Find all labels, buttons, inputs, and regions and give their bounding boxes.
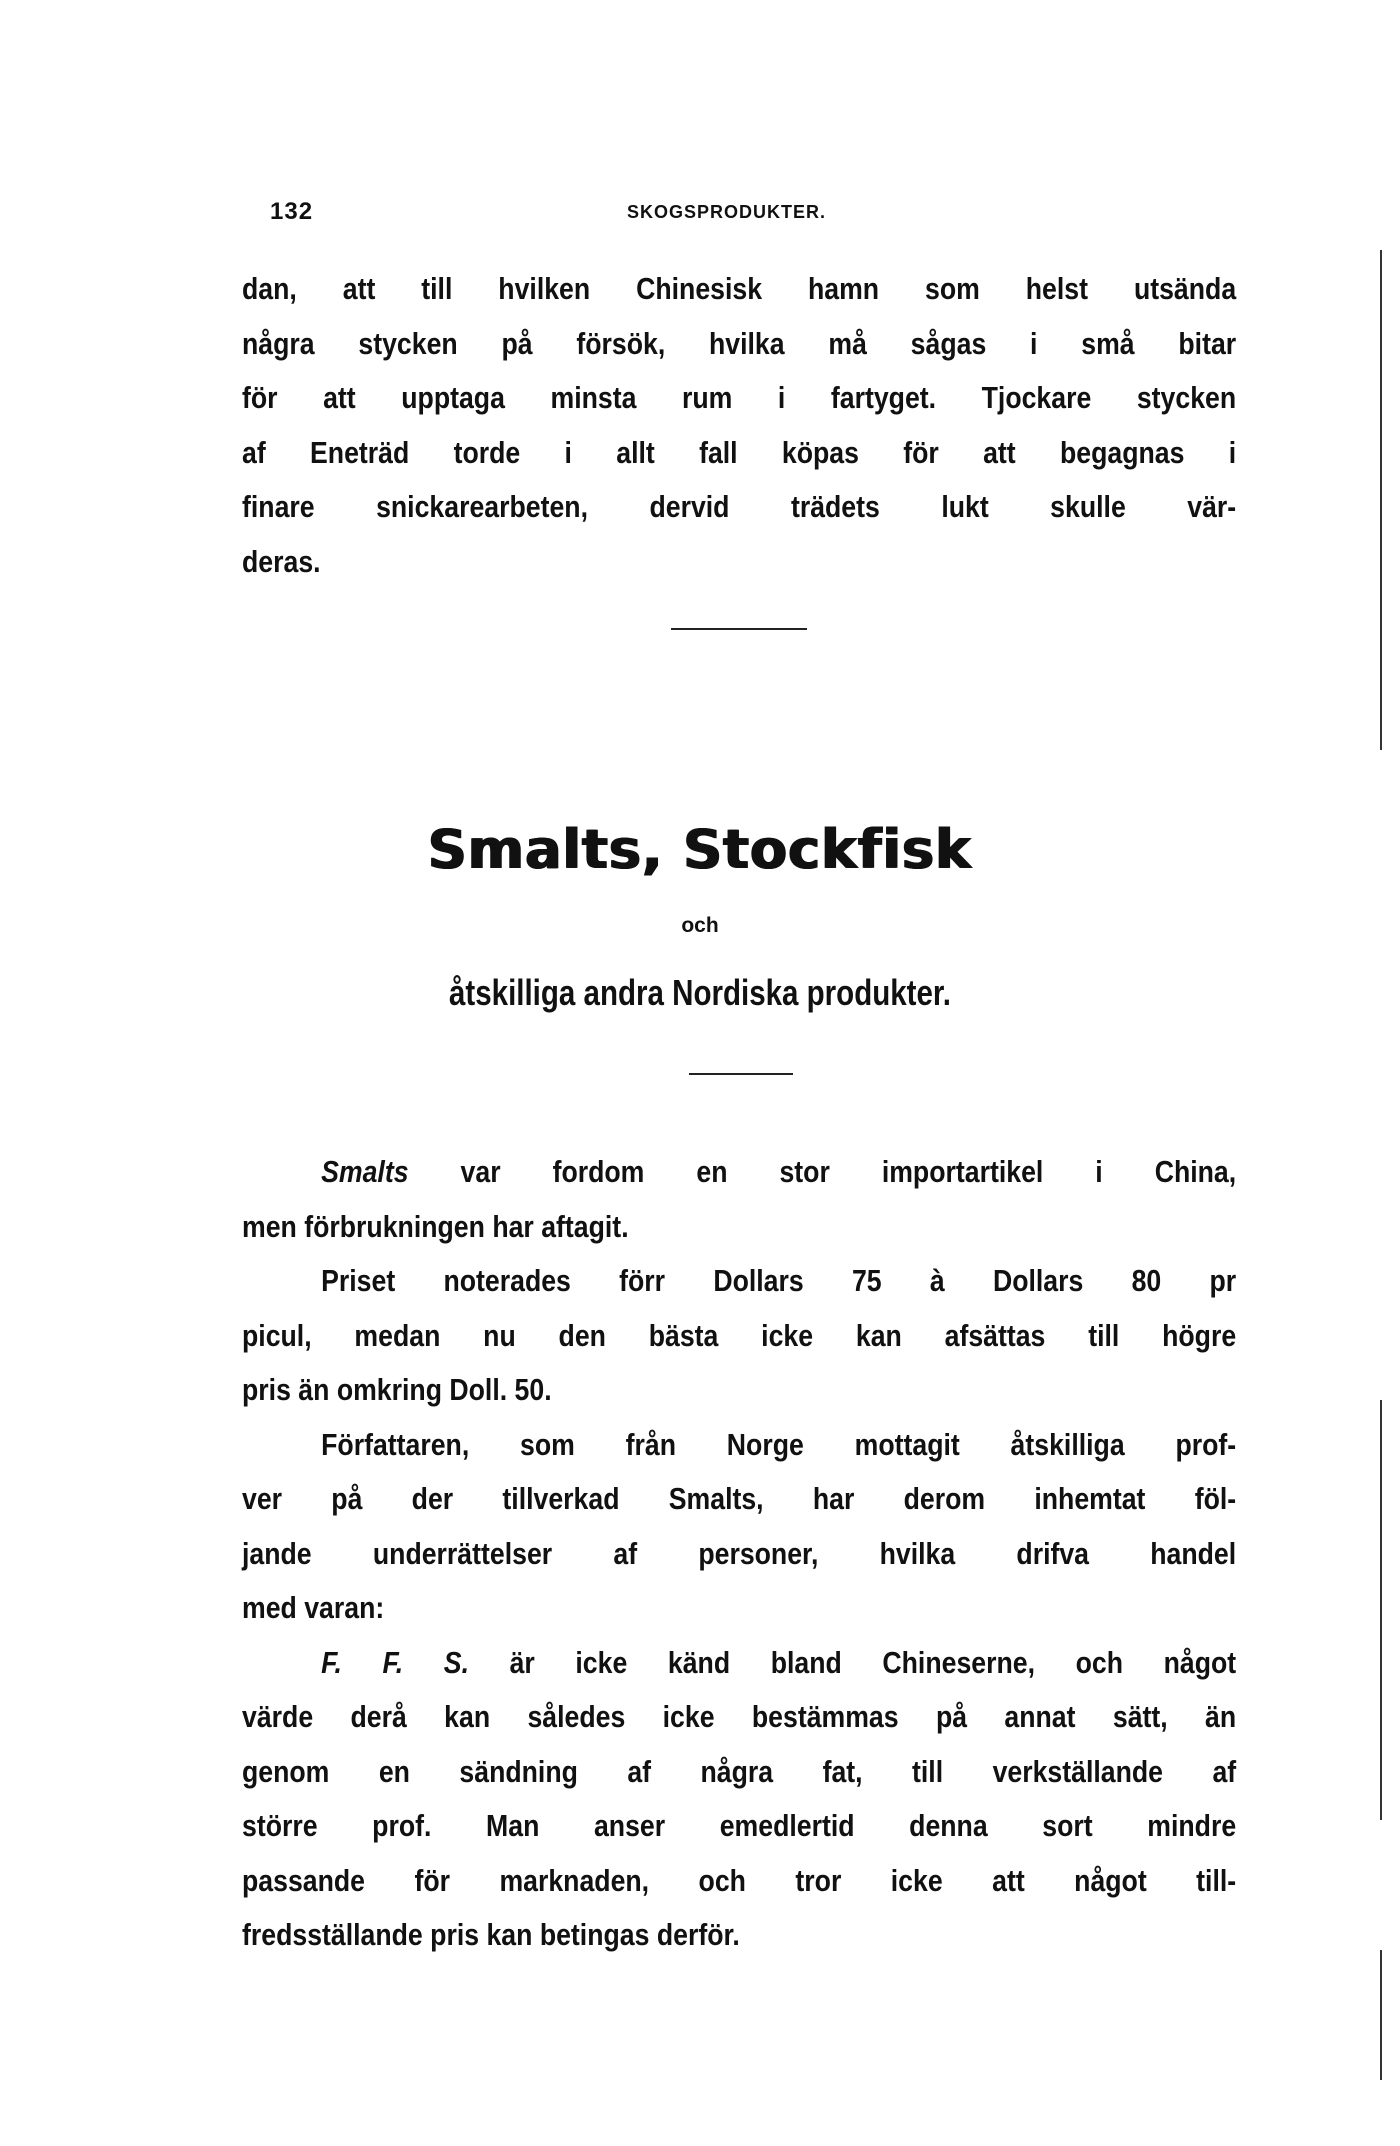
text-line: fredsställande pris kan betingas derför. [242, 1917, 740, 1952]
text-line: af Eneträd torde i allt fall köpas för att begagnas i [242, 434, 1237, 470]
running-head [270, 198, 1250, 228]
text-line: ver på der tillverkad Smalts, har derom inhemtat föl- [242, 1481, 1237, 1516]
scan-edge-mark [1380, 1400, 1382, 1820]
text-fragment: var fordom en stor importartikel i China, [408, 1154, 1237, 1189]
text-line: större prof. Man anser emedlertid denna sort mindre [242, 1808, 1237, 1843]
section-conjunction: och [681, 914, 719, 937]
text-fragment: är icke känd bland Chineserne, och något [468, 1644, 1237, 1680]
text-line: men förbrukningen har aftagit. [242, 1208, 629, 1244]
section-body [242, 1145, 1236, 1963]
text-line: picul, medan nu den bästa icke kan afsättas till högre [242, 1317, 1237, 1353]
section-subtitle: åtskilliga andra Nordiska produkter. [448, 972, 951, 1013]
text-line: några stycken på försök, hvilka må sågas i små bitar [242, 325, 1237, 361]
section-divider-top [671, 628, 807, 630]
text-line [242, 1636, 1236, 1691]
paragraph-continuation [242, 262, 1236, 589]
page-number: 132 [270, 198, 314, 225]
text-line: för att upptaga minsta rum i fartyget. Tjockare stycken [242, 380, 1237, 415]
running-title: SKOGSPRODUKTER. [627, 202, 827, 222]
text-line: pris än omkring Doll. 50. [242, 1372, 552, 1407]
text-line: genom en sändning af några fat, till verkställande af [242, 1753, 1237, 1789]
italic-term: F. F. S. [321, 1644, 469, 1680]
section-divider-bottom [689, 1073, 793, 1075]
text-line: dan, att till hvilken Chinesisk hamn som helst utsända [242, 271, 1237, 306]
text-line: jande underrättelser af personer, hvilka drifva handel [242, 1535, 1237, 1571]
text-line: Priset noterades förr Dollars 75 à Dollars 80 pr [321, 1263, 1237, 1298]
scan-edge-mark [1380, 250, 1382, 750]
scan-edge-mark [1380, 1950, 1382, 2080]
text-line: Författaren, som från Norge mottagit åtskilliga prof- [321, 1426, 1237, 1462]
italic-term: Smalts [321, 1154, 409, 1189]
text-line: finare snickarearbeten, dervid trädets lukt skulle vär- [242, 489, 1237, 524]
text-line: deras. [242, 543, 321, 579]
text-line: värde derå kan således icke bestämmas på annat sätt, än [242, 1699, 1237, 1734]
text-line: passande för marknaden, och tror icke att något till- [242, 1862, 1237, 1898]
text-line [242, 1145, 1236, 1200]
section-title: Smalts, Stockfisk [427, 818, 973, 881]
text-line: med varan: [242, 1590, 385, 1625]
